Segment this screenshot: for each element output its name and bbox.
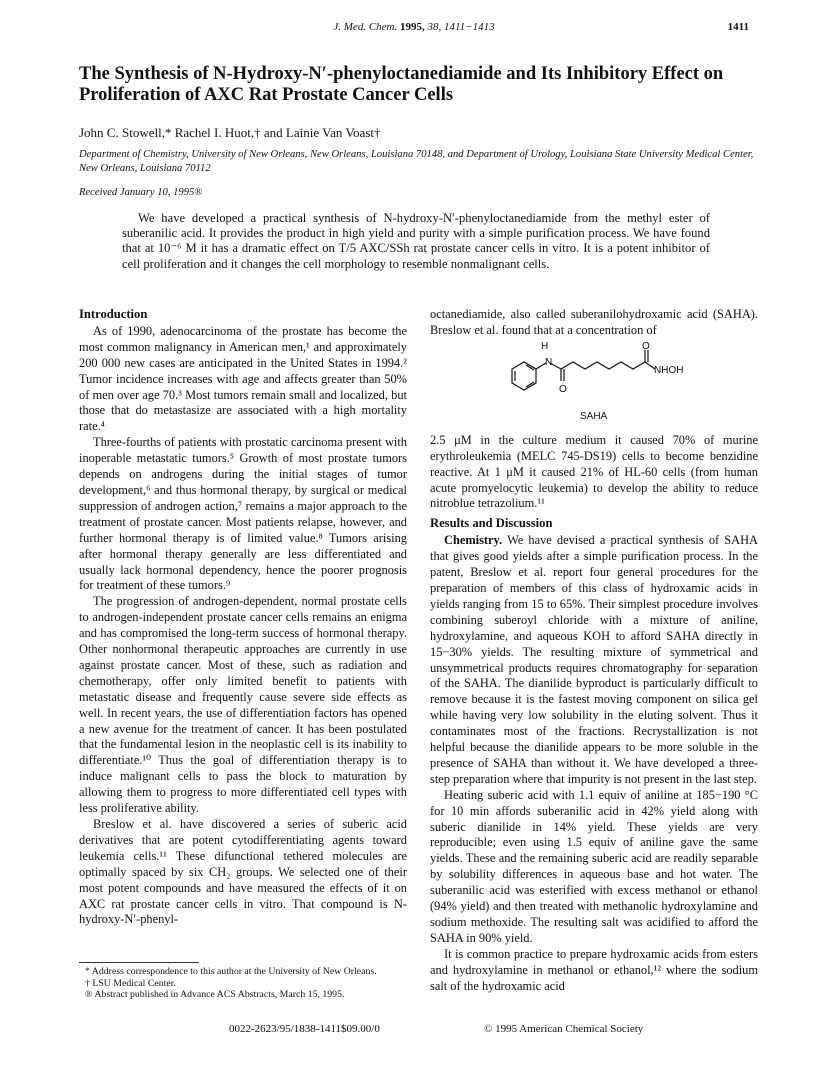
copyright: © 1995 American Chemical Society	[484, 1023, 644, 1035]
body-paragraph: 2.5 μM in the culture medium it caused 70% of murine erythroleukemia (MELC 745-DS19) cells to become benzidine reactive. At 1 μM it caused 21% of HL-60 cells (from human acute promyelocytic leukemia) to develop the ability to reduce nitroblue tetrazolium.¹¹	[430, 432, 758, 511]
journal-year: 1995,	[399, 21, 425, 33]
journal-pages: 1411−1413	[443, 21, 495, 33]
footnote: * Address correspondence to this author at the University of New Orleans.	[85, 966, 377, 977]
left-column	[79, 307, 407, 928]
intro-paragraph: Breslow et al. have discovered a series of suberic acid derivatives that are potent cytodifferentiating agents toward leukemia cells.¹¹ These difunctional tethered molecules are optimally spaced by six CH₂ groups. We selected one of their most potent compounds and have measured the effects of it on AXC rat prostate cancer cells in vitro. That compound is N-hydroxy-N′-phenyl-	[79, 817, 407, 927]
chemistry-runin-heading: Chemistry.	[444, 533, 503, 548]
footnote: ® Abstract published in Advance ACS Abstracts, March 15, 1995.	[85, 989, 345, 1000]
affiliation: Department of Chemistry, University of New Orleans, New Orleans, Louisiana 70148, and Department of Urology, Louisiana State University Medical Center, New Orleans, Louisiana 70112	[79, 149, 754, 174]
intro-paragraph: Three-fourths of patients with prostatic carcinoma present with inoperable metastatic tumors.⁵ Growth of most prostate tumors depends on androgens during the initial stages of tumor development,⁶ and thus hormonal therapy, by surgical or medical suppression of androgen action,⁷ remains a major approach to the treatment of prostate cancer. Most patients relapse, however, and further hormonal therapy is of limited value.⁸ Tumors arising after hormonal therapy generally are less differentiated and usually lack hormonal dependency, hence the poorer prognosis for treatment of these tumors.⁹	[79, 435, 407, 593]
running-head	[79, 21, 749, 37]
intro-continuation: octanediamide, also called suberanilohydroxamic acid (SAHA). Breslow et al. found that at a concentration of	[430, 307, 758, 337]
section-heading-introduction: Introduction	[79, 307, 148, 321]
footnote-divider	[79, 962, 199, 963]
intro-paragraph: As of 1990, adenocarcinoma of the prostate has become the most common malignancy in American men,¹ and approximately 200 000 new cases are anticipated in the United States in 1994.² Tumor incidence increases with age and affects greater than 50% of men over age 70.³ Most tumors remain small and localized, but those that do metastasize are associated with a high mortality rate.⁴	[79, 323, 407, 434]
saha-structure-figure	[430, 339, 758, 433]
structure-caption: SAHA	[580, 410, 608, 422]
journal-name: J. Med. Chem.	[333, 21, 398, 33]
page-number: 1411	[727, 21, 749, 33]
author-list: John C. Stowell,* Rachel I. Huot,† and Lainie Van Voast†	[79, 125, 381, 140]
body-paragraph: Heating suberic acid with 1.1 equiv of aniline at 185−190 °C for 10 min affords suberanilic acid in 42% yield along with suberic dianilide in 14% yield. These yields are very reproducible; even using 1.5 equiv of aniline gave the same yields. These and the remaining suberic acid are readily separable by solubility differences in aqueous base and hot water. The suberanilic acid was esterified with excess methanol or ethanol (94% yield) and then treated with methanolic hydroxylamine and sodium methoxide. The resulting salt was acidified to afford the SAHA in 90% yield.	[430, 787, 758, 945]
section-heading-results: Results and Discussion	[430, 516, 553, 531]
right-column	[430, 307, 758, 995]
received-date: Received January 10, 1995®	[79, 187, 203, 198]
chemistry-text: We have devised a practical synthesis of SAHA that gives good yields after a simple purification process. In the patent, Breslow et al. report four general procedures for the preparation of members of this class of hydroxamic acids in yields ranging from 15 to 65%. Their simplest procedure involves combining suberoyl chloride with a mixture of aniline, hydroxylamine, and aqueous KOH to afford SAHA directly in 15−30% yields. The resulting mixture of symmetrical and unsymmetrical products requires chromatography for separation of the SAHA. The dianilide byproduct is particularly difficult to remove because it is the fastest moving component on silica gel while having very low solubility in the eluting solvent. Thus it contaminates most of the fractions. Recrystallization is not helpful because the dianilide appears to be more soluble in the presence of SAHA than without it. We have developed a three-step preparation where that impurity is not present in the last step.	[430, 533, 758, 786]
atom-label-nhoh: NHOH	[654, 364, 684, 376]
footnote: † LSU Medical Center.	[85, 977, 176, 989]
journal-volume: 38,	[427, 21, 442, 33]
journal-citation	[79, 21, 749, 33]
chemistry-paragraph	[430, 533, 758, 788]
abstract: We have developed a practical synthesis of N-hydroxy-N′-phenyloctanediamide from the methyl ester of suberanilic acid. It provides the product in high yield and purity with a simple purification process. We have found that at 10⁻⁶ M it has a dramatic effect on T/5 AXC/SSh rat prostate cancer cells in vitro. It is a potent inhibitor of cell proliferation and it changes the cell morphology to resemble nonmalignant cells.	[122, 211, 710, 271]
article-title: The Synthesis of N-Hydroxy-N′-phenyloctanediamide and Its Inhibitory Effect on Proliferation of AXC Rat Prostate Cancer Cells	[79, 64, 724, 105]
atom-label-o-bottom: O	[559, 383, 567, 395]
footnotes	[79, 962, 407, 1001]
atom-label-h: H	[541, 340, 549, 352]
atom-label-n: N	[545, 356, 553, 368]
intro-paragraph: The progression of androgen-dependent, normal prostate cells to androgen-independent prostate cancer cells remains an enigma and has compromised the long-term success of hormonal therapy. Other nonhormonal therapeutic approaches are currently in use against prostate cancer. Most of these, such as radiation and chemotherapy, offer only limited benefit to patients with metastatic disease and frequently cause severe side effects as well. In recent years, the use of differentiation factors has opened a new avenue for the treatment of cancer. It has been postulated that the fundamental lesion in the neoplastic cell is its inability to differentiate.¹⁰ Thus the goal of differentiation therapy is to induce malignant cells to pass the block to maturation by allowing them to progress to more differentiated cell types with less proliferative ability.	[79, 594, 407, 816]
body-paragraph: It is common practice to prepare hydroxamic acids from esters and hydroxylamine in methanol or ethanol,¹² where the sodium salt of the hydroxamic acid	[430, 946, 758, 993]
atom-label-o-top: O	[642, 340, 650, 352]
saha-structure-drawing	[430, 339, 758, 433]
article-code: 0022-2623/95/1838-1411$09.00/0	[229, 1023, 380, 1035]
